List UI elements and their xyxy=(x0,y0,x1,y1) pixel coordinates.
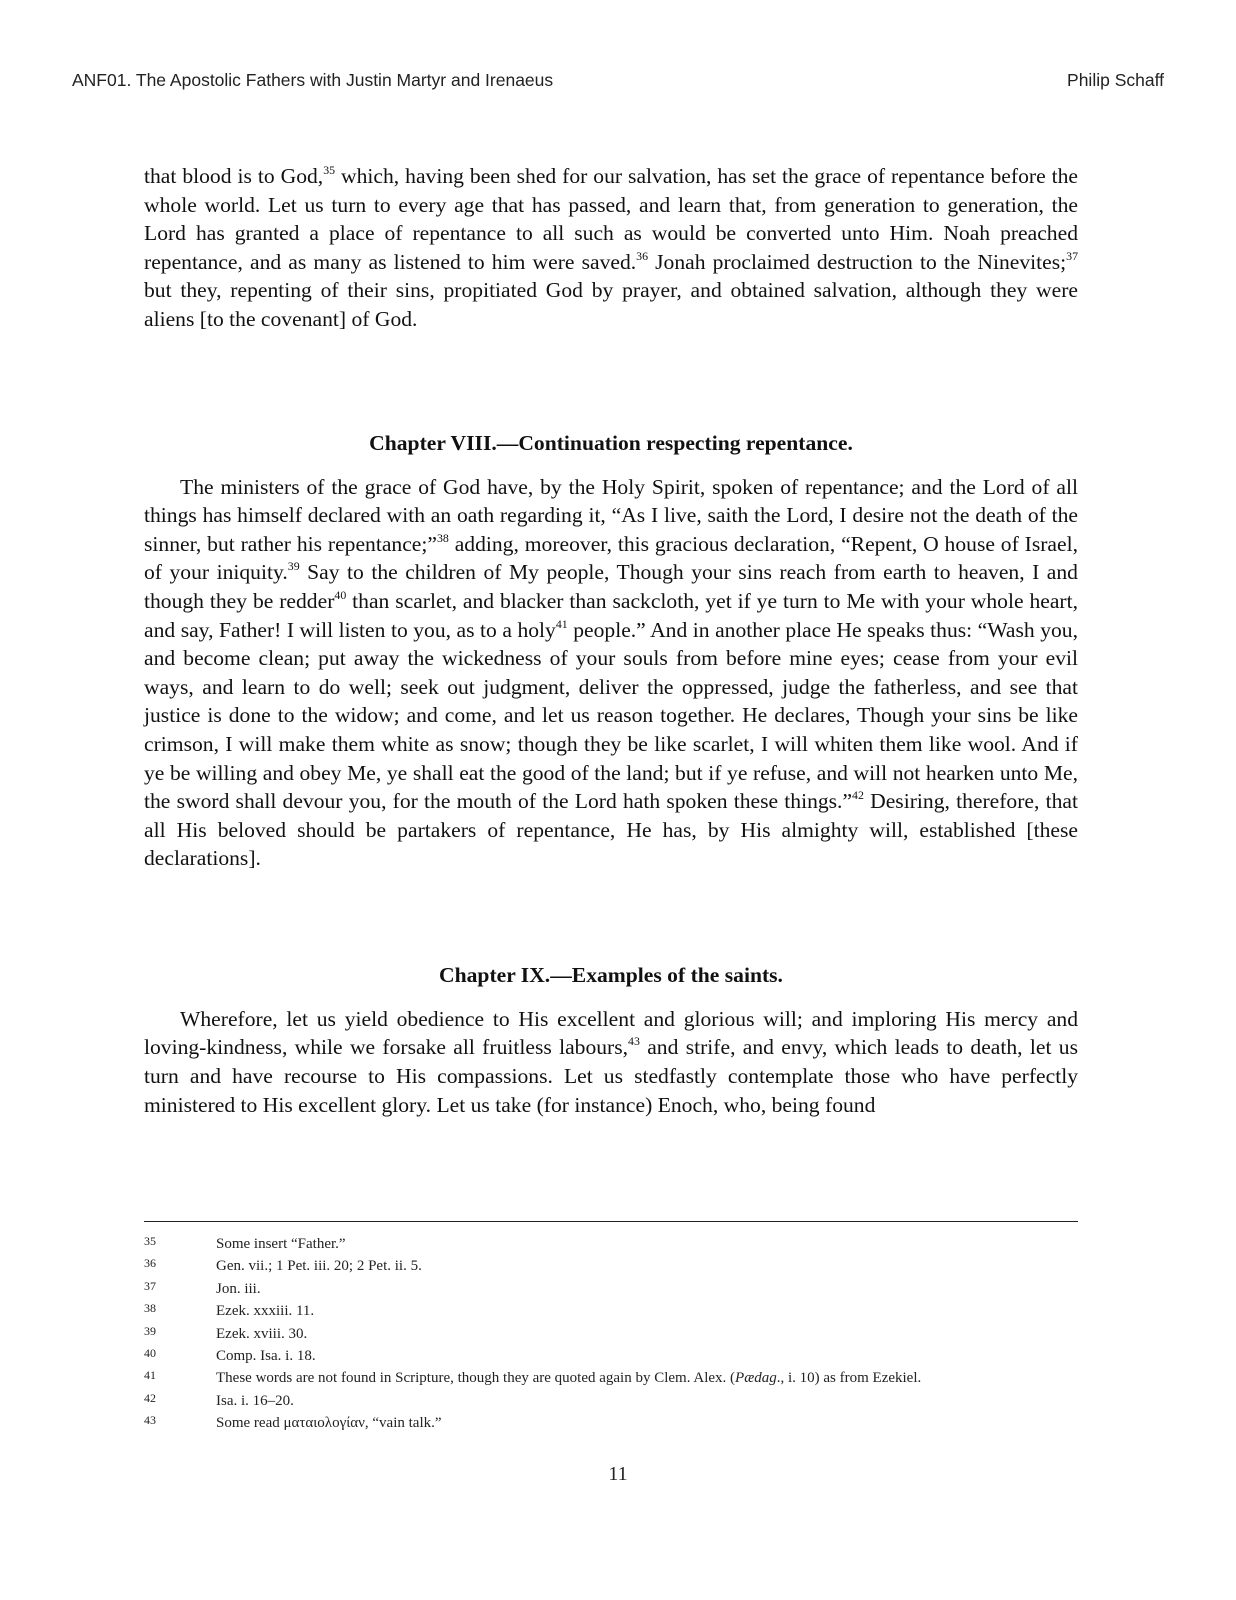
footnote-ref[interactable]: 40 xyxy=(334,588,347,603)
footnotes xyxy=(144,1233,1078,1435)
text-run: Say to the children of My people, Though your sins reach from earth to heaven, I and though they be redder xyxy=(144,560,1078,613)
header-book-title: ANF01. The Apostolic Fathers with Justin Martyr and Irenaeus xyxy=(72,70,554,90)
footnote xyxy=(144,1345,1078,1367)
footnote-text: Ezek. xviii. 30. xyxy=(216,1325,308,1342)
footnote-text: Some read ματαιολογίαν, “vain talk.” xyxy=(216,1415,442,1432)
chapter-9-heading: Chapter IX.—Examples of the saints. xyxy=(439,962,783,987)
footnote-number: 37 xyxy=(144,1278,156,1293)
paragraph-continuation xyxy=(144,162,1078,334)
footnote-number: 36 xyxy=(144,1256,156,1271)
text-run: and strife, and envy, which leads to death, let us turn and have recourse to His compassions. Let us stedfastly contemplate those who have perfectly ministered to His excellent glory. Let us take (for instance) Enoch, who, being found xyxy=(144,1035,1078,1117)
footnote-ref[interactable]: 43 xyxy=(628,1034,640,1049)
footnote-text: Comp. Isa. i. 18. xyxy=(216,1348,316,1365)
footnote xyxy=(144,1300,1078,1322)
footnote-text: Jon. iii. xyxy=(216,1280,261,1297)
footnote-ref[interactable]: 41 xyxy=(555,616,568,631)
text-run: people.” And in another place He speaks thus: “Wash you, and become clean; put away the wickedness of your souls from before mine eyes; cease from your evil ways, and learn to do well; seek out judgment, deliver the oppressed, judge the fatherless, and see that justice is done to the widow; and come, and let us reason together. He declares, Though your sins be like crimson, I will make them white as snow; though they be like scarlet, I will whiten them like wool. And if ye be willing and obey Me, ye shall eat the good of the land; but if ye refuse, and will not hearken unto Me, the sword shall devour you, for the mouth of the Lord hath spoken these things.” xyxy=(144,617,1079,814)
footnote-ref[interactable]: 36 xyxy=(636,248,649,263)
footnote xyxy=(144,1367,1078,1389)
footnote xyxy=(144,1255,1078,1277)
header-author: Philip Schaff xyxy=(1067,70,1164,90)
footnote-text: Ezek. xxxiii. 11. xyxy=(216,1303,315,1320)
footnote-text: Isa. i. 16–20. xyxy=(216,1392,294,1409)
footnote xyxy=(144,1233,1078,1255)
footnote-number: 42 xyxy=(144,1390,156,1405)
footnote-number: 43 xyxy=(144,1413,156,1428)
footnote-ref[interactable]: 42 xyxy=(852,788,864,803)
text-run: which, having been shed for our salvation, has set the grace of repentance before the whole world. Let us turn to every age that has passed, and learn that, from generation to generation, the Lord has granted a place of repentance to all such as would be converted unto Him. Noah preached repentance, and as many as listened to him were saved. xyxy=(144,164,1078,274)
text-run: than scarlet, and blacker than sackcloth, yet if ye turn to Me with your whole heart, and say, Father! I will listen to you, as to a holy xyxy=(144,588,1079,642)
footnote xyxy=(144,1323,1078,1345)
text-run: that blood is to God, xyxy=(144,164,324,188)
chapter-9-paragraph xyxy=(144,1005,1078,1119)
text-run: but they, repenting of their sins, propitiated God by prayer, and obtained salvation, although they were aliens [to the covenant] of God. xyxy=(144,278,1078,331)
text-run: Wherefore, let us yield obedience to His excellent and glorious will; and imploring His mercy and loving-kindness, while we forsake all fruitless labours, xyxy=(144,1006,1078,1060)
footnote-text-part: ., i. 10) as from Ezekiel. xyxy=(776,1370,922,1387)
footnote-text: Gen. vii.; 1 Pet. iii. 20; 2 Pet. ii. 5. xyxy=(216,1258,422,1275)
footnote xyxy=(144,1278,1078,1300)
main-text xyxy=(144,162,1078,1119)
footnote-ref[interactable]: 37 xyxy=(1066,248,1078,263)
footnote-italic: Pædag xyxy=(735,1370,777,1387)
footnote-number: 38 xyxy=(144,1301,156,1316)
page-number: 11 xyxy=(608,1463,628,1485)
text-run: Jonah proclaimed destruction to the Ninevites; xyxy=(648,249,1067,274)
chapter-8-paragraph xyxy=(144,473,1078,873)
footnote-number: 40 xyxy=(144,1346,156,1361)
footnote-text xyxy=(216,1367,921,1389)
footnote-number: 41 xyxy=(144,1368,156,1383)
footnote-ref[interactable]: 39 xyxy=(287,559,300,574)
footnote xyxy=(144,1412,1078,1434)
footnote-ref[interactable]: 35 xyxy=(323,163,336,178)
chapter-8-heading: Chapter VIII.—Continuation respecting repentance. xyxy=(369,430,853,455)
running-header xyxy=(72,70,1164,91)
text-run: adding, moreover, this gracious declaration, “Repent, O house of Israel, of your iniquity. xyxy=(144,531,1078,585)
footnote-text: Some insert “Father.” xyxy=(216,1236,346,1252)
footnote xyxy=(144,1390,1078,1412)
footnote-divider xyxy=(144,1221,1078,1222)
footnote-number: 39 xyxy=(144,1323,156,1338)
footnote-ref[interactable]: 38 xyxy=(436,530,449,545)
text-run: Desiring, therefore, that all His beloved should be partakers of repentance, He has, by His almighty will, established [these declarations]. xyxy=(144,789,1078,871)
text-run: The ministers of the grace of God have, by the Holy Spirit, spoken of repentance; and the Lord of all things has himself declared with an oath regarding it, “As I live, saith the Lord, I desire not the death of the sinner, but rather his repentance;” xyxy=(144,474,1078,556)
footnote-number: 35 xyxy=(144,1234,156,1248)
footnote-text-part: These words are not found in Scripture, though they are quoted again by Clem. Alex. ( xyxy=(216,1370,736,1387)
